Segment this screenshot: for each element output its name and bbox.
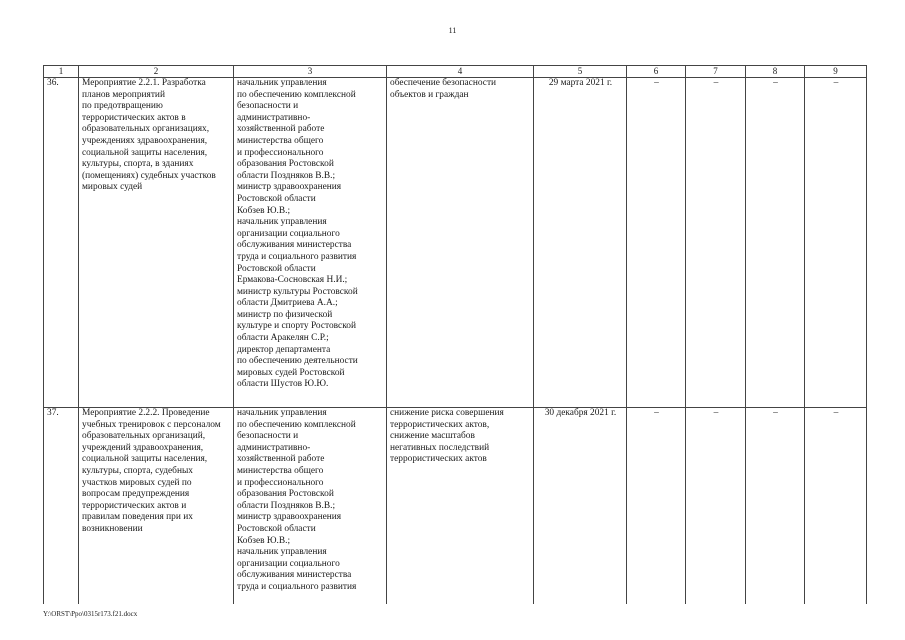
- event-text: Мероприятие 2.2.1. Разработка планов мероприятий по предотвращению террористических актов в образовательных организациях, учреждениях здравоохранения, социальной защиты населения, культуры, спорта, в зданиях (помещениях) судебных участков мировых судей: [82, 78, 216, 193]
- header-col-3: 3: [234, 66, 387, 78]
- col-9-cell: –: [805, 408, 867, 605]
- col-6-cell: –: [627, 408, 686, 605]
- event-cell: [79, 78, 234, 408]
- header-col-2: 2: [79, 66, 234, 78]
- header-col-7: 7: [686, 66, 746, 78]
- col-7-cell: –: [686, 408, 746, 605]
- col-8-cell: –: [746, 78, 805, 408]
- header-col-4: 4: [387, 66, 534, 78]
- responsible-text: начальник управления по обеспечению комплексной безопасности и административно- хозяйственной работе министерства общего и профессионального образования Ростовской области Поздняков В.В.; министр здравоохранения Ростовской области Кобзев Ю.В.; начальник управления организации социального обслуживания министерства труда и социального развития: [237, 408, 357, 592]
- col-8-cell: –: [746, 408, 805, 605]
- measures-table: [43, 65, 867, 604]
- header-row: [44, 66, 867, 78]
- col-6-cell: –: [627, 78, 686, 408]
- result-cell: [387, 408, 534, 605]
- date-cell: 30 декабря 2021 г.: [534, 408, 627, 605]
- header-col-5: 5: [534, 66, 627, 78]
- header-col-9: 9: [805, 66, 867, 78]
- header-col-6: 6: [627, 66, 686, 78]
- result-cell: [387, 78, 534, 408]
- col-7-cell: –: [686, 78, 746, 408]
- table-row: [44, 408, 867, 605]
- date-cell: 29 марта 2021 г.: [534, 78, 627, 408]
- row-number: 37.: [44, 408, 79, 605]
- result-text: снижение риска совершения террористических актов, снижение масштабов негативных последствий террористических актов: [390, 408, 504, 465]
- page-number: 11: [448, 26, 457, 35]
- event-cell: [79, 408, 234, 605]
- responsible-cell: [234, 408, 387, 605]
- result-text: обеспечение безопасности объектов и граждан: [390, 78, 497, 100]
- col-9-cell: –: [805, 78, 867, 408]
- header-col-1: 1: [44, 66, 79, 78]
- responsible-text: начальник управления по обеспечению комплексной безопасности и административно- хозяйственной работе министерства общего и профессионального образования Ростовской области Поздняков В.В.; министр здравоохранения Ростовской области Кобзев Ю.В.; начальник управления организации социального обслуживания министерства труда и социального развития Ростовской области Ермакова-Сосновская Н.И.; министр культуры Ростовской области Дмитриева А.А.; министр по физической культуре и спорту Ростовской области Аракелян С.Р.; директор департамента по обеспечению деятельности мировых судей Ростовской области Шустов Ю.Ю.: [237, 78, 358, 390]
- file-path-footer: Y:\ORST\Ppo\0315r173.f21.docx: [43, 610, 138, 618]
- responsible-cell: [234, 78, 387, 408]
- event-text: Мероприятие 2.2.2. Проведение учебных тренировок с персоналом образовательных организаций, учреждений здравоохранения, социальной защиты населения, культуры, спорта, судебных участков мировых судей по вопросам предупреждения террористических актов и правилам поведения при их возникновении: [82, 408, 221, 534]
- table-row: [44, 78, 867, 408]
- header-col-8: 8: [746, 66, 805, 78]
- row-number: 36.: [44, 78, 79, 408]
